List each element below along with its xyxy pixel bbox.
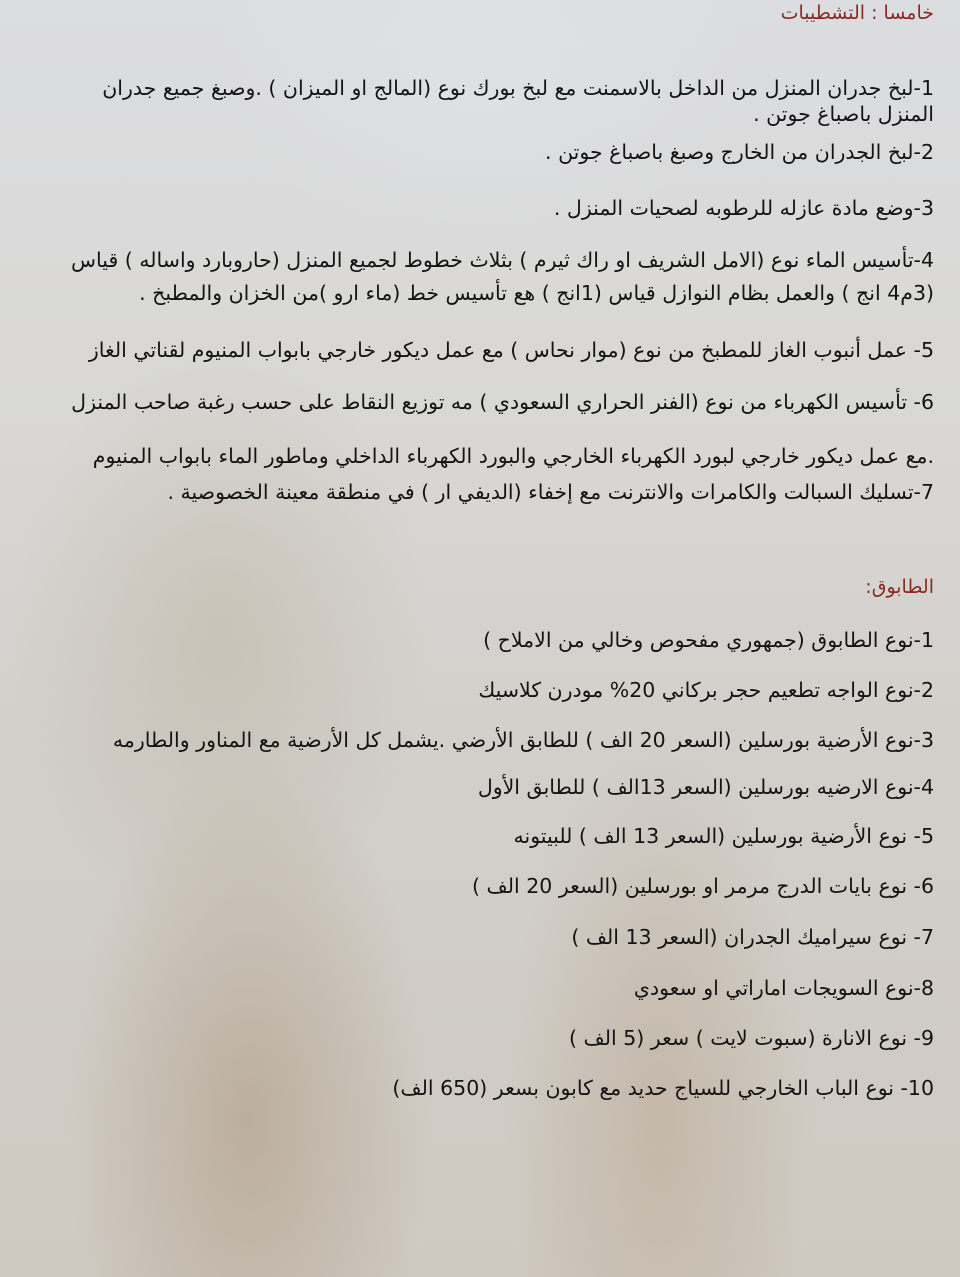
bricks-item-4: 4-نوع الارضيه بورسلين (السعر 13الف ) للطابق الأول (477, 775, 934, 799)
bricks-item-6: 6- نوع بايات الدرج مرمر او بورسلين (السعر 20 الف ) (472, 874, 934, 898)
bricks-item-8: 8-نوع السويجات اماراتي او سعودي (633, 976, 934, 1000)
bricks-item-5: 5- نوع الأرضية بورسلين (السعر 13 الف ) للبيتونه (513, 824, 934, 848)
finishes-item-6-line-2: .مع عمل ديكور خارجي لبورد الكهرباء الخارجي والبورد الكهرباء الداخلي وماطور الماء بابواب المنيوم (92, 444, 934, 468)
finishes-item-4-line-2: (3م4 انج ) والعمل بظام النوازل قياس (1انج ) هع تأسيس خط (ماء ارو )من الخزان والمطبخ . (139, 281, 934, 305)
bricks-item-9: 9- نوع الانارة (سبوت لايت ) سعر (5 الف ) (569, 1026, 934, 1050)
finishes-item-1-line-1: 1-لبخ جدران المنزل من الداخل بالاسمنت مع لبخ بورك نوع (المالج او الميزان ) .وصبغ جميع جدران (102, 76, 934, 100)
finishes-item-6-line-1: 6- تأسيس الكهرباء من نوع (الفنر الحراري السعودي ) مه توزيع النقاط على حسب رغبة صاحب المنزل (71, 390, 934, 414)
bricks-item-2: 2-نوع الواجه تطعيم حجر بركاني 20% مودرن كلاسيك (478, 678, 934, 702)
finishes-item-1-line-2: المنزل باصباغ جوتن . (753, 102, 934, 126)
bricks-item-7: 7- نوع سيراميك الجدران (السعر 13 الف ) (571, 925, 934, 949)
bricks-item-3: 3-نوع الأرضية بورسلين (السعر 20 الف ) للطابق الأرضي .يشمل كل الأرضية مع المناور والطارمه (112, 728, 934, 752)
finishes-item-4-line-1: 4-تأسيس الماء نوع (الامل الشريف او راك ثيرم ) بثلاث خطوط لجميع المنزل (حاروبارد واساله ) قياس (71, 248, 934, 272)
finishes-item-3: 3-وضع مادة عازله للرطوبه لصحيات المنزل . (553, 196, 934, 220)
finishes-item-5: 5- عمل أنبوب الغاز للمطبخ من نوع (موار نحاس ) مع عمل ديكور خارجي بابواب المنيوم لقناتي الغاز (88, 338, 934, 362)
bricks-item-10: 10- نوع الباب الخارجي للسياج حديد مع كابون بسعر (650 الف) (392, 1076, 934, 1100)
finishes-item-7: 7-تسليك السبالت والكامرات والانترنت مع إخفاء (الديفي ار ) في منطقة معينة الخصوصية . (167, 480, 934, 504)
finishes-item-2: 2-لبخ الجدران من الخارج وصبغ باصباغ جوتن . (545, 140, 934, 164)
section-title-finishes: خامسا : التشطيبات (780, 2, 934, 24)
section-title-bricks: الطابوق: (865, 576, 934, 598)
bricks-item-1: 1-نوع الطابوق (جمهوري مفحوص وخالي من الاملاح ) (483, 628, 934, 652)
